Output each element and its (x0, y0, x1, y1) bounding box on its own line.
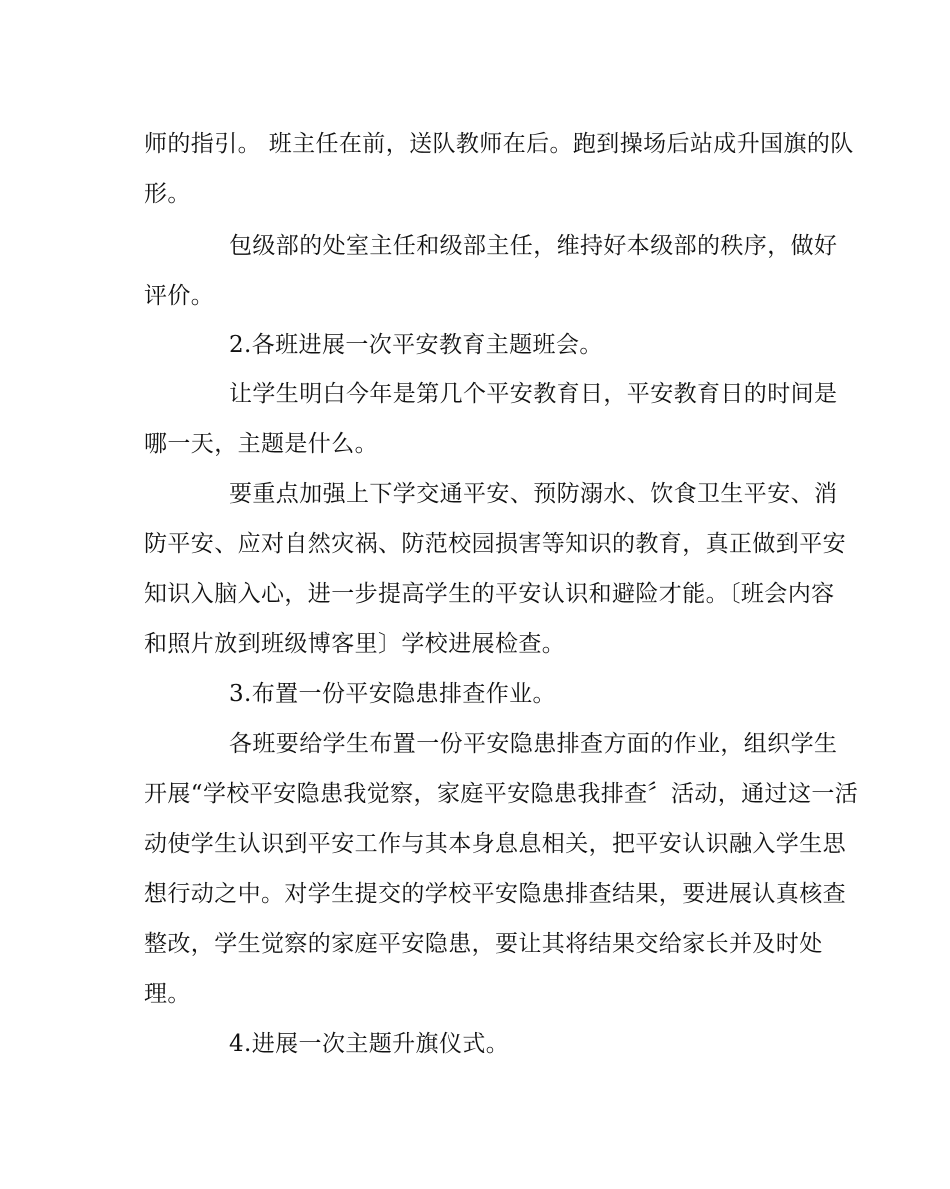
text-line: 理。 (144, 981, 191, 1007)
text-line: 师的指引。 班主任在前，送队教师在后。跑到操场后站成升国旗的队 (144, 131, 854, 157)
text-line: 让学生明白今年是第几个平安教育日，平安教育日的时间是 (229, 381, 838, 407)
text-line: 形。 (144, 181, 191, 207)
section-heading: 2.各班进展一次平安教育主题班会。 (229, 332, 603, 358)
text-line: 包级部的处室主任和级部主任，维持好本级部的秩序，做好 (229, 233, 838, 259)
text-line: 知识入脑入心，进一步提高学生的平安认识和避险才能。〔班会内容 (144, 581, 835, 607)
section-heading: 4.进展一次主题升旗仪式。 (229, 1031, 510, 1057)
text-line: 哪一天，主题是什么。 (144, 431, 378, 457)
text-line: 要重点加强上下学交通平安、预防溺水、饮食卫生平安、消 (229, 481, 838, 507)
text-line: 动使学生认识到平安工作与其本身息息相关，把平安认识融入学生思 (144, 831, 846, 857)
text-line: 和照片放到班级博客里〕学校进展检查。 (144, 631, 566, 657)
text-line: 各班要给学生布置一份平安隐患排查方面的作业，组织学生 (229, 731, 838, 757)
text-line: 防平安、应对自然灾祸、防范校园损害等知识的教育，真正做到平安 (144, 531, 846, 557)
text-line: 想行动之中。对学生提交的学校平安隐患排查结果，要进展认真核查 (144, 881, 846, 907)
text-line: 整改，学生觉察的家庭平安隐患，要让其将结果交给家长并及时处 (144, 931, 823, 957)
section-heading: 3.布置一份平安隐患排查作业。 (229, 681, 556, 707)
text-line: 开展“学校平安隐患我觉察，家庭平安隐患我排查〞活动，通过这一活 (144, 781, 859, 807)
text-line: 评价。 (144, 283, 215, 309)
